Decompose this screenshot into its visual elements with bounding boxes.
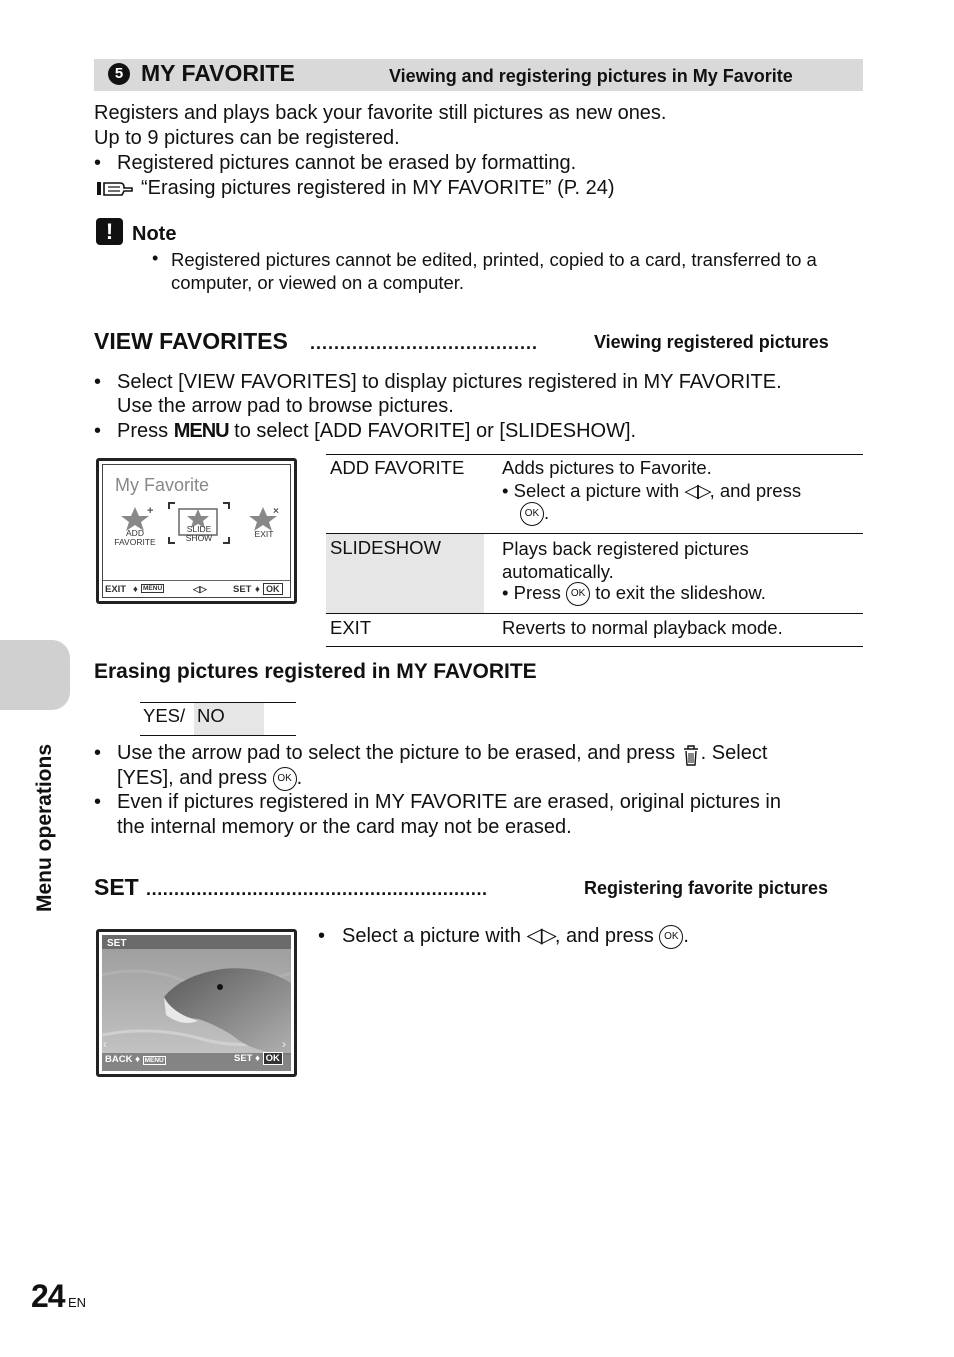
view-favorites-subheading: Viewing registered pictures <box>594 332 829 352</box>
screen-title: My Favorite <box>115 475 210 495</box>
table-row-1-desc: Adds pictures to Favorite. <box>502 457 712 478</box>
menu-button-label: MENU <box>173 420 229 442</box>
intro-line-2: Up to 9 pictures can be registered. <box>94 127 400 149</box>
set-screen-set: SET ♦ OK <box>234 1053 283 1064</box>
section-subtitle: Viewing and registering pictures in My Favorite <box>389 66 793 86</box>
set-subheading: Registering favorite pictures <box>584 878 829 898</box>
side-tab <box>0 640 70 710</box>
erasing-bullet-1-text-a: Use the arrow pad to select the picture to be erased, and press <box>117 742 676 764</box>
table-row-3-desc: Reverts to normal playback mode. <box>502 617 783 638</box>
add-favorite-label: ADD FAVORITE <box>114 528 156 547</box>
note-text: Registered pictures cannot be edited, printed, copied to a card, transferred to a computer, or viewed on a computer. <box>171 249 817 293</box>
set-screen-title: SET <box>107 938 127 949</box>
set-dots: ............................................................. <box>146 879 488 899</box>
footer-arrows-icon: ◁▷ <box>193 584 207 594</box>
note-bullet-dot: • <box>152 248 159 268</box>
page-language: EN <box>68 1295 87 1310</box>
note-title: Note <box>132 223 177 245</box>
reference-icon <box>96 178 134 198</box>
view-bullet-1-line-2: Use the arrow pad to browse pictures. <box>117 395 454 417</box>
footer-set: SET <box>234 1053 253 1064</box>
table-row-2-name: SLIDESHOW <box>330 537 442 558</box>
table-row-1-ok <box>520 502 549 526</box>
view-bullet-1-line-1: Select [VIEW FAVORITES] to display pictures registered in MY FAVORITE. <box>117 371 782 393</box>
ok-button-icon: OK <box>273 767 297 791</box>
footer-set: SET <box>233 584 252 595</box>
footer-ok-icon: OK <box>263 583 283 595</box>
arrow-left-right-icon: ◁▷ <box>684 481 710 502</box>
set-bullet-text-b: , and press <box>554 925 654 947</box>
view-favorites-dots: ...................................... <box>310 333 539 353</box>
table-row-1-sub: • Select a picture with ◁▷, and press <box>502 480 802 502</box>
erase-trash-icon <box>681 743 701 765</box>
erasing-heading: Erasing pictures registered in MY FAVORITE <box>94 660 537 683</box>
section-number: 5 <box>108 63 130 85</box>
note-icon: ! <box>96 218 123 245</box>
ok-button-icon: OK <box>659 925 683 949</box>
reference-link[interactable]: “Erasing pictures registered in MY FAVORITE” (P. 24) <box>141 177 615 199</box>
table-row-2-sub-text: Press <box>513 582 561 603</box>
svg-text:×: × <box>273 506 279 517</box>
slideshow-label: SLIDE SHOW <box>185 524 213 543</box>
set-bullet-text-a: Select a picture with <box>342 925 521 947</box>
set-screen <box>96 929 297 1077</box>
svg-text:+: + <box>147 505 154 517</box>
erasing-bullet-1-period: . <box>296 767 303 789</box>
footer-back: BACK <box>105 1054 133 1065</box>
table-row-2-sub-text2: to exit the slideshow. <box>595 582 766 603</box>
table-row-3-name: EXIT <box>330 617 372 638</box>
ok-button-icon: OK <box>566 582 590 606</box>
erasing-bullet-1-text-c: [YES], and press <box>117 767 268 789</box>
footer-menu-icon: MENU <box>144 1057 164 1064</box>
table-row-2-sub: • Press OK to exit the slideshow. <box>502 582 766 606</box>
exit-option[interactable] <box>241 505 287 545</box>
footer-menu-icon: MENU <box>143 585 163 592</box>
set-heading: SET <box>94 874 139 900</box>
slideshow-option[interactable] <box>167 501 231 545</box>
view-favorites-heading: VIEW FAVORITES <box>94 328 288 354</box>
options-table <box>326 454 863 647</box>
add-favorite-option[interactable] <box>109 505 161 545</box>
intro-line-1: Registers and plays back your favorite still pictures as new ones. <box>94 102 667 124</box>
section-title: MY FAVORITE <box>141 60 295 86</box>
footer-ok-icon: OK <box>263 1052 283 1065</box>
page-number: 24 <box>31 1278 65 1314</box>
exit-label: EXIT <box>254 529 274 539</box>
erasing-bullet-2-line-1: Even if pictures registered in MY FAVORITE are erased, original pictures in <box>117 791 781 813</box>
erasing-bullet-2-line-2: the internal memory or the card may not be erased. <box>117 816 572 838</box>
footer-exit: EXIT <box>105 584 127 595</box>
set-bullet-period: . <box>683 925 689 947</box>
screen-footer: EXIT ♦ MENU ◁▷ SET ♦ OK <box>103 580 290 597</box>
set-screen-back: BACK ♦ MENU <box>105 1054 164 1065</box>
screen-arrow-left-icon: ‹ <box>103 1037 107 1051</box>
table-row-1-name: ADD FAVORITE <box>330 457 465 478</box>
table-row-1-period: . <box>544 502 550 523</box>
yes-no-bottom-line <box>140 735 296 736</box>
side-tab-label: Menu operations <box>33 743 56 912</box>
table-row-1-sub-text2: , and press <box>709 480 802 501</box>
table-row-1-sub-text: Select a picture with <box>513 480 680 501</box>
view-bullet-2-pre: Press <box>117 420 174 442</box>
my-favorite-screen <box>96 458 297 604</box>
ok-button-icon: OK <box>520 502 544 526</box>
screen-arrow-right-icon: › <box>282 1037 286 1051</box>
view-bullet-2-post: to select [ADD FAVORITE] or [SLIDESHOW]. <box>228 420 637 442</box>
arrow-left-right-icon: ◁▷ <box>526 924 555 947</box>
dolphin-photo <box>102 935 291 1071</box>
table-row-2-desc: Plays back registered pictures automatically. <box>502 538 749 582</box>
yes-option[interactable]: YES/ <box>143 705 186 726</box>
intro-bullet-text: Registered pictures cannot be erased by formatting. <box>117 152 577 174</box>
erasing-bullet-1-text-b: . Select <box>700 742 768 764</box>
no-option[interactable]: NO <box>197 705 225 726</box>
